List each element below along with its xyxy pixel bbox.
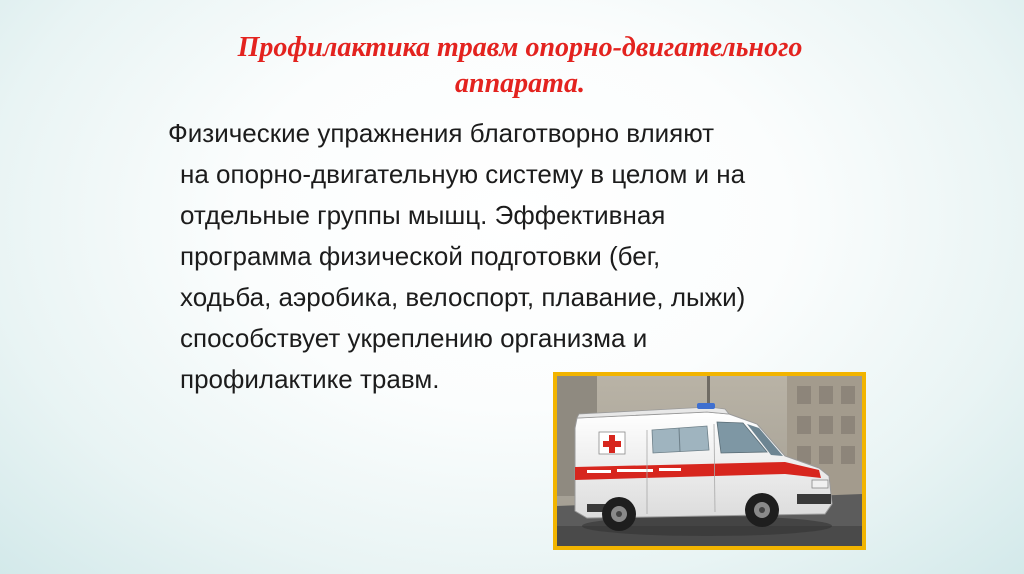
wheel — [745, 493, 779, 527]
slide-title-line-1: Профилактика травм опорно-двигательного — [237, 32, 803, 63]
body-line: программа физической подготовки (бег, — [180, 241, 661, 271]
ambulance-photo — [553, 372, 866, 550]
slide-body-text — [168, 113, 880, 400]
body-line: отдельные группы мышц. Эффективная — [180, 200, 666, 230]
body-line: Физические упражнения благотворно влияют — [168, 118, 715, 148]
slide-title-line-2: аппарата. — [455, 68, 585, 99]
slide-title — [120, 30, 920, 102]
beacon-light — [697, 403, 715, 409]
body-line: на опорно-двигательную систему в целом и на — [180, 159, 746, 189]
wheel — [602, 497, 636, 531]
ambulance-illustration — [557, 376, 862, 546]
body-line: способствует укреплению организма и — [180, 323, 648, 353]
body-line: профилактике травм. — [180, 364, 440, 394]
body-line: ходьба, аэробика, велоспорт, плавание, лыжи) — [180, 282, 746, 312]
